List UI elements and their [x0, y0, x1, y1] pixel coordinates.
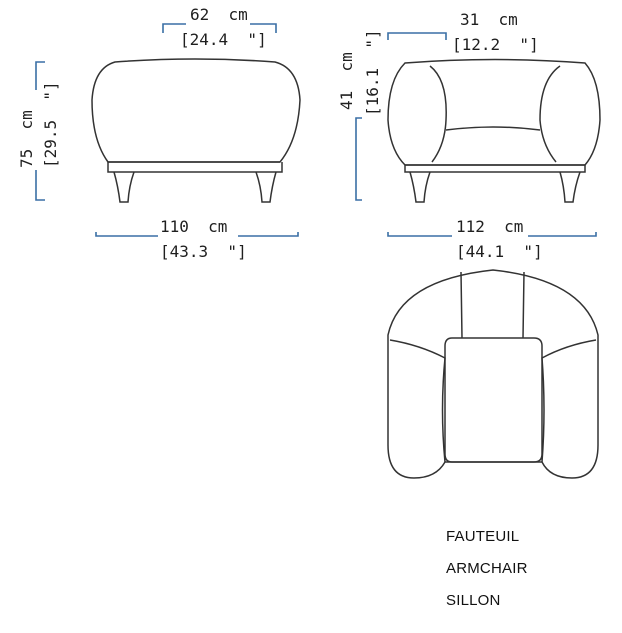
dimension-width-side: [388, 217, 596, 261]
label-fr: FAUTEUIL: [446, 528, 520, 545]
dimension-width-front: [96, 217, 298, 261]
dim-width-side-imperial: [44.1 "]: [456, 242, 543, 261]
side-view-base: [405, 165, 585, 172]
side-view-back-cushion: [446, 127, 540, 130]
front-view-base: [108, 162, 282, 172]
dim-width-front-metric: 110 cm: [160, 217, 228, 236]
dim-arm-depth-imperial: [12.2 "]: [452, 35, 539, 54]
top-view: [388, 270, 598, 478]
dimension-height: [17, 62, 60, 200]
dim-height-metric: 75 cm: [17, 110, 36, 168]
dim-arm-depth-metric: 31 cm: [460, 10, 518, 29]
front-view: [92, 59, 300, 202]
side-view-right-arm: [540, 66, 560, 162]
dim-back-depth-imperial: [24.4 "]: [180, 30, 267, 49]
side-view-outline: [388, 60, 600, 166]
side-view: [388, 60, 600, 203]
front-view-backrest: [92, 59, 300, 162]
dim-height-imperial: [29.5 "]: [41, 81, 60, 168]
top-view-right-arm: [542, 340, 596, 462]
dim-seat-height-imperial: [16.1 "]: [363, 29, 382, 116]
side-view-leg-right: [560, 172, 580, 202]
side-view-leg-left: [410, 172, 430, 202]
top-view-left-arm: [390, 340, 445, 462]
dimension-back-depth: [163, 5, 276, 49]
dim-back-depth-metric: 62 cm: [190, 5, 248, 24]
dimension-seat-height: [337, 29, 382, 200]
top-view-seat-cushion: [445, 338, 542, 462]
front-view-leg-right: [256, 172, 276, 202]
side-view-left-arm: [430, 66, 446, 162]
dimension-arm-depth: [388, 10, 539, 54]
top-view-outline: [388, 270, 598, 478]
label-es: SILLON: [446, 592, 501, 609]
dim-width-front-imperial: [43.3 "]: [160, 242, 247, 261]
label-en: ARMCHAIR: [446, 560, 528, 577]
front-view-leg-left: [114, 172, 134, 202]
dim-seat-height-metric: 41 cm: [337, 52, 356, 110]
dim-width-side-metric: 112 cm: [456, 217, 524, 236]
top-view-back-cushion: [461, 272, 524, 338]
